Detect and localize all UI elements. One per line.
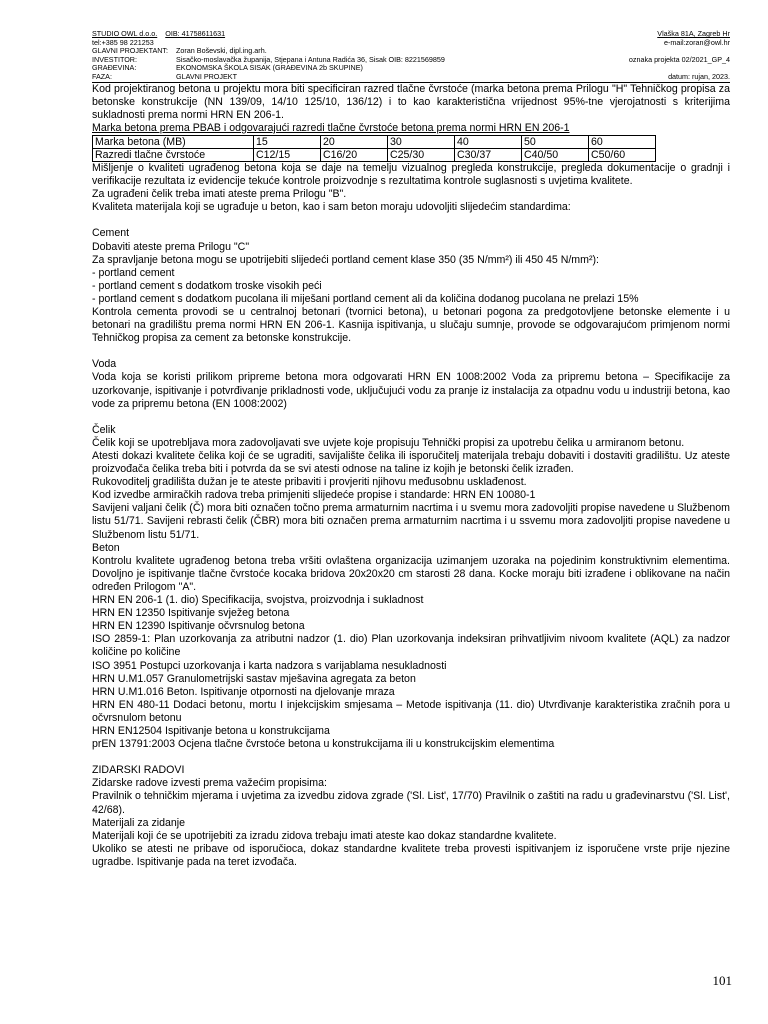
- paragraph: Zidarske radove izvesti prema važećim propisima:: [92, 777, 327, 790]
- table-cell: 20: [321, 135, 388, 148]
- paragraph: Kvaliteta materijala koji se ugrađuje u beton, kao i sam beton moraju udovoljiti slijedećim standardima:: [92, 201, 571, 214]
- table-cell: Marka betona (MB): [93, 135, 254, 148]
- table-cell: 60: [589, 135, 656, 148]
- company-address: Vlaška 81A, Zagreb Hr: [657, 29, 730, 38]
- company-phone: tel:+385 98 221253: [92, 37, 154, 47]
- paragraph: Savijeni valjani čelik (Č) mora biti označen točno prema armaturnim nacrtima i u svemu mora zadovoljiti propise navedene u Službenom listu 51/71. Savijeni rebrasti čelik (ČBR) mora biti označen prema armaturnim nacrtima i u ssvemu mora zadovoljiti propise navedene u Službenom listu 51/71.: [92, 502, 730, 541]
- standard-item: HRN EN 206-1 (1. dio) Specifikacija, svojstva, proizvodnja i sukladnost: [92, 594, 424, 607]
- document-page: [92, 30, 730, 869]
- paragraph: Čelik koji se upotrebljava mora zadovoljavati sve uvjete koje propisuju Tehnički propisi za upotrebu čelika u armiranom betonu.: [92, 436, 685, 449]
- page-header: [92, 30, 730, 83]
- page-number: 101: [712, 973, 732, 988]
- list-item: - portland cement: [92, 266, 175, 279]
- table-cell: 15: [254, 135, 321, 148]
- header-value: GLAVNI PROJEKT: [176, 71, 237, 81]
- paragraph: Kontrola cementa provodi se u centralnoj betonari (tvornici betona), u betonari pogona za predgotovljene betonske elemente i u betonari na gradilištu prema normi HRN EN 206-1. Kasnija ispitivanja, u slučaju sumnje, provode se odgovarajućom primjenom normi Tehničkog propisa za cement za betonske konstrukcije.: [92, 305, 730, 345]
- standard-item: ISO 2859-1: Plan uzorkovanja za atributni nadzor (1. dio) Plan uzorkovanja indeksiran prihvatljivim nivoom kvalitete (AQL) za nadzor količine po količine: [92, 633, 730, 659]
- paragraph: Atesti dokazi kvalitete čelika koji će se ugraditi, savijalište čelika ili isporučitelj materijala trebaju dobaviti i dostaviti gradilištu. Uz ateste proizvođača čelika treba biti i potvrda da se svi atesti odnose na taline iz kojih je betonski čelik izrađen.: [92, 450, 730, 476]
- paragraph: Ukoliko se atesti ne pribave od isporučioca, dokaz standardne kvalitete treba provesti ispitivanjem iz isporučene vrste prije njezine ugradbe. Ispitivanje pada na teret izvođača.: [92, 842, 730, 868]
- header-value: Sisačko-moslavačka županija, Stjepana i Antuna Radića 36, Sisak OIB: 8221569859: [176, 54, 445, 64]
- subsection-title-beton: Beton: [92, 541, 120, 554]
- section-title-cement: Cement: [92, 227, 130, 240]
- header-value: EKONOMSKA ŠKOLA SISAK (GRAĐEVINA 2b SKUPINE): [176, 63, 363, 73]
- company-email: e-mail:zoran@owl.hr: [663, 37, 730, 47]
- paragraph: Voda koja se koristi prilikom pripreme betona mora odgovarati HRN EN 1008:2002 Voda za pripremu betona – Specifikacije za uzorkovanje, ispitivanje i potvrđivanje prikladnosti vode, uključujući vodu za pranje iz instalacija za otpadnu vodu u industriji betona, kao vode za pripremu betona (EN 1008:2002): [92, 371, 730, 410]
- project-code: oznaka projekta 02/2021_GP_4: [628, 54, 730, 64]
- header-row-faza: [92, 73, 730, 83]
- header-row-company: [92, 30, 730, 39]
- table-cell: C40/50: [522, 148, 589, 161]
- header-key: FAZA:: [92, 71, 112, 81]
- list-item: - portland cement s dodatkom troske visokih peći: [92, 279, 322, 292]
- section-title-zidarski: ZIDARSKI RADOVI: [92, 764, 185, 777]
- concrete-class-table: [92, 135, 656, 162]
- subsection-title: Materijali za zidanje: [92, 816, 186, 829]
- paragraph: Za ugrađeni čelik treba imati ateste prema Prilogu "B".: [92, 188, 347, 201]
- section-title-voda: Voda: [92, 358, 117, 371]
- paragraph: Kontrolu kvalitete ugrađenog betona treba vršiti ovlaštena organizacija uzimanjem uzoraka na pojedinim konstruktivnim elementima. Dovoljno je ispitivanje tlačne čvrstoće kocaka bridova 20x20x20 cm starosti 28 dana. Kocke moraju biti izrađene i oblikovane na način određen Prilogom "A".: [92, 554, 730, 593]
- table-row: [93, 135, 656, 148]
- table-cell: C50/60: [589, 148, 656, 161]
- table-cell: C12/15: [254, 148, 321, 161]
- header-value: Zoran Boševski, dipl.ing.arh.: [176, 46, 267, 56]
- standard-item: HRN U.M1.016 Beton. Ispitivanje otpornosti na djelovanje mraza: [92, 685, 395, 698]
- header-key: INVESTITOR:: [92, 54, 137, 64]
- header-key: GRAĐEVINA:: [92, 63, 137, 73]
- company-name: STUDIO OWL d.o.o.: [92, 29, 158, 38]
- table-title: Marka betona prema PBAB i odgovarajući razredi tlačne čvrstoće betona prema normi HRN EN 206-1: [92, 121, 570, 134]
- standard-item: HRN EN 12390 Ispitivanje očvrsnulog betona: [92, 620, 305, 633]
- project-date: datum: rujan, 2023.: [668, 71, 730, 81]
- table-cell: Razredi tlačne čvrstoće: [93, 148, 254, 161]
- paragraph: Kod izvedbe armiračkih radova treba primjeniti slijedeće propise i standarde: HRN EN 10080-1: [92, 489, 536, 502]
- list-item: - portland cement s dodatkom pucolana ili miješani portland cement ali da količina dodanog pucolana ne prelazi 15%: [92, 292, 639, 305]
- paragraph: Mišljenje o kvaliteti ugrađenog betona koja se daje na temelju vizualnog pregleda konstrukcije, pregleda dokumentacije o gradnji i verifikacije rezultata iz evidencije tekuće kontrole proizvodnje s rezultatima kontrole suglasnosti s uvjetima kvalitete.: [92, 161, 730, 188]
- standard-item: HRN EN 480-11 Dodaci betonu, mortu I injekcijskim smjesama – Metode ispitivanja (11. dio) Utvrđivanje karakteristika zračnih pora u očvrsnulom betonu: [92, 698, 730, 724]
- table-cell: C30/37: [455, 148, 522, 161]
- standard-item: HRN U.M1.057 Granulometrijski sastav mješavina agregata za beton: [92, 672, 416, 685]
- paragraph: Materijali koji će se upotrijebiti za izradu zidova trebaju imati ateste kao dokaz standardne kvalitete.: [92, 829, 557, 842]
- standard-item: HRN EN12504 Ispitivanje betona u konstrukcijama: [92, 724, 330, 737]
- table-cell: 50: [522, 135, 589, 148]
- paragraph: Rukovoditelj gradilišta dužan je te ateste pribaviti i provjeriti njihovu međusobnu usklađenost.: [92, 476, 527, 489]
- standard-item: prEN 13791:2003 Ocjena tlačne čvrstoće betona u konstrukcijama ili u konstrukcijskim elementima: [92, 738, 555, 751]
- section-title-celik: Čelik: [92, 423, 116, 436]
- document-body: [92, 83, 730, 869]
- table-cell: C16/20: [321, 148, 388, 161]
- paragraph: Pravilnik o tehničkim mjerama i uvjetima za izvedbu zidova zgrade ('Sl. List', 17/70) Pravilnik o zaštiti na radu u građevinarstvu ('Sl. List', 42/68).: [92, 790, 730, 816]
- header-key: GLAVNI PROJEKTANT:: [92, 46, 169, 56]
- table-row: [93, 148, 656, 161]
- standard-item: ISO 3951 Postupci uzorkovanja i karta nadzora s varijablama nesukladnosti: [92, 659, 447, 672]
- company-oib: OIB: 41758611631: [165, 29, 226, 38]
- table-cell: 30: [388, 135, 455, 148]
- table-cell: C25/30: [388, 148, 455, 161]
- intro-paragraph: Kod projektiranog betona u projektu mora biti specificiran razred tlačne čvrstoće (marka betona prema Prilogu "H" Tehničkog propisa za betonske konstrukcije (NN 139/09, 14/10 125/10, 136/12) i to kao karakteristična vrijednost 95%-tne vjerojatnosti s kriterijima sukladnosti prema normi HRN EN 206-1.: [92, 82, 730, 121]
- paragraph: Za spravljanje betona mogu se upotrijebiti slijedeći portland cement klase 350 (35 N/mm²) ili 450 45 N/mm²):: [92, 253, 599, 266]
- standard-item: HRN EN 12350 Ispitivanje svježeg betona: [92, 607, 290, 620]
- table-cell: 40: [455, 135, 522, 148]
- paragraph: Dobaviti ateste prema Prilogu "C": [92, 240, 250, 253]
